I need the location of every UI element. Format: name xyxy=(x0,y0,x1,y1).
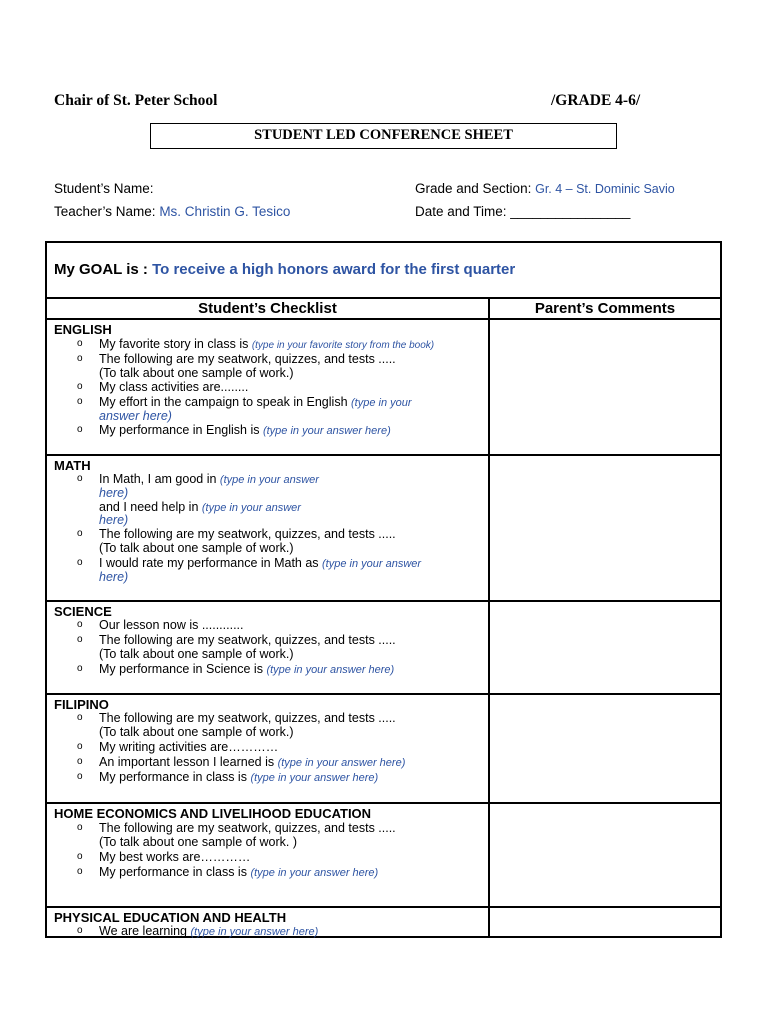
list-item-continuation: (To talk about one sample of work.) xyxy=(99,725,294,739)
list-item-continuation: answer here) xyxy=(99,409,172,423)
list-item: My performance in Science is (type in your answer here) xyxy=(99,662,395,676)
bullet-icon: o xyxy=(77,381,83,392)
list-item: The following are my seatwork, quizzes, and tests ..... xyxy=(99,527,396,541)
section-title: SCIENCE xyxy=(54,604,112,619)
bullet-icon: o xyxy=(77,473,83,484)
list-item: The following are my seatwork, quizzes, and tests ..... xyxy=(99,821,396,835)
bullet-icon: o xyxy=(77,822,83,833)
list-item-continuation: (To talk about one sample of work.) xyxy=(99,366,294,380)
section-home-economics xyxy=(47,804,720,908)
list-item: My writing activities are………… xyxy=(99,740,279,754)
bullet-icon: o xyxy=(77,925,83,936)
bullet-icon: o xyxy=(77,353,83,364)
list-item: The following are my seatwork, quizzes, and tests ..... xyxy=(99,633,396,647)
comments-header: Parent’s Comments xyxy=(490,299,720,320)
list-item: My performance in class is (type in your answer here) xyxy=(99,770,379,784)
bullet-icon: o xyxy=(77,634,83,645)
list-item: My class activities are........ xyxy=(99,380,249,394)
list-item: We are learning (type in your answer here) xyxy=(99,924,319,938)
sheet-title: STUDENT LED CONFERENCE SHEET xyxy=(150,123,617,149)
bullet-icon: o xyxy=(77,741,83,752)
conference-table xyxy=(45,241,722,938)
bullet-icon: o xyxy=(77,619,83,630)
list-item: An important lesson I learned is (type in your answer here) xyxy=(99,755,406,769)
list-item-continuation: here) xyxy=(99,486,129,500)
teacher-name-label: Teacher’s Name: xyxy=(54,204,156,219)
section-english xyxy=(47,320,720,456)
list-item: My effort in the campaign to speak in English (type in your xyxy=(99,395,412,409)
bullet-icon: o xyxy=(77,851,83,862)
section-math xyxy=(47,456,720,602)
list-item-continuation: (To talk about one sample of work.) xyxy=(99,541,294,555)
list-item-continuation: (To talk about one sample of work. ) xyxy=(99,835,298,849)
student-name-label: Student’s Name: xyxy=(54,181,154,196)
list-item: My best works are………… xyxy=(99,850,251,864)
bullet-icon: o xyxy=(77,424,83,435)
goal-statement xyxy=(54,261,515,278)
bullet-icon: o xyxy=(77,528,83,539)
bullet-icon: o xyxy=(77,338,83,349)
list-item: My performance in class is (type in your answer here) xyxy=(99,865,379,879)
list-item: I would rate my performance in Math as (type in your answer xyxy=(99,556,422,570)
list-item: In Math, I am good in (type in your answer xyxy=(99,472,319,486)
list-item: The following are my seatwork, quizzes, and tests ..... xyxy=(99,352,396,366)
list-item: My favorite story in class is (type in your favorite story from the book) xyxy=(99,337,435,351)
section-physical-education xyxy=(47,908,720,936)
section-title: FILIPINO xyxy=(54,697,109,712)
checklist-header: Student’s Checklist xyxy=(47,299,488,320)
section-title: HOME ECONOMICS AND LIVELIHOOD EDUCATION xyxy=(54,806,372,821)
list-item-continuation: here) xyxy=(99,513,129,527)
goal-text: To receive a high honors award for the first quarter xyxy=(152,261,516,278)
grade-section-value: Gr. 4 – St. Dominic Savio xyxy=(535,182,675,196)
goal-label: My GOAL is : xyxy=(54,261,153,278)
list-item: My performance in English is (type in your answer here) xyxy=(99,423,391,437)
teacher-name-value: Ms. Christin G. Tesico xyxy=(159,204,291,219)
list-item: Our lesson now is ............ xyxy=(99,618,244,632)
bullet-icon: o xyxy=(77,771,83,782)
section-filipino xyxy=(47,695,720,804)
school-name: Chair of St. Peter School xyxy=(54,92,218,109)
grade-section xyxy=(415,181,675,196)
bullet-icon: o xyxy=(77,756,83,767)
section-title: PHYSICAL EDUCATION AND HEALTH xyxy=(54,910,287,925)
bullet-icon: o xyxy=(77,866,83,877)
goal-row xyxy=(47,243,720,299)
section-title: MATH xyxy=(54,458,91,473)
section-title: ENGLISH xyxy=(54,322,112,337)
bullet-icon: o xyxy=(77,557,83,568)
list-item-continuation: (To talk about one sample of work.) xyxy=(99,647,294,661)
bullet-icon: o xyxy=(77,396,83,407)
section-science xyxy=(47,602,720,695)
list-item-continuation: and I need help in (type in your answer xyxy=(99,500,301,514)
teacher-name xyxy=(54,204,290,219)
list-item: The following are my seatwork, quizzes, and tests ..... xyxy=(99,711,396,725)
list-item-continuation: here) xyxy=(99,570,129,584)
date-time-label: Date and Time: ________________ xyxy=(415,204,631,219)
bullet-icon: o xyxy=(77,712,83,723)
grade-section-label: Grade and Section: xyxy=(415,181,532,196)
grade-level: /GRADE 4-6/ xyxy=(551,92,641,109)
bullet-icon: o xyxy=(77,663,83,674)
